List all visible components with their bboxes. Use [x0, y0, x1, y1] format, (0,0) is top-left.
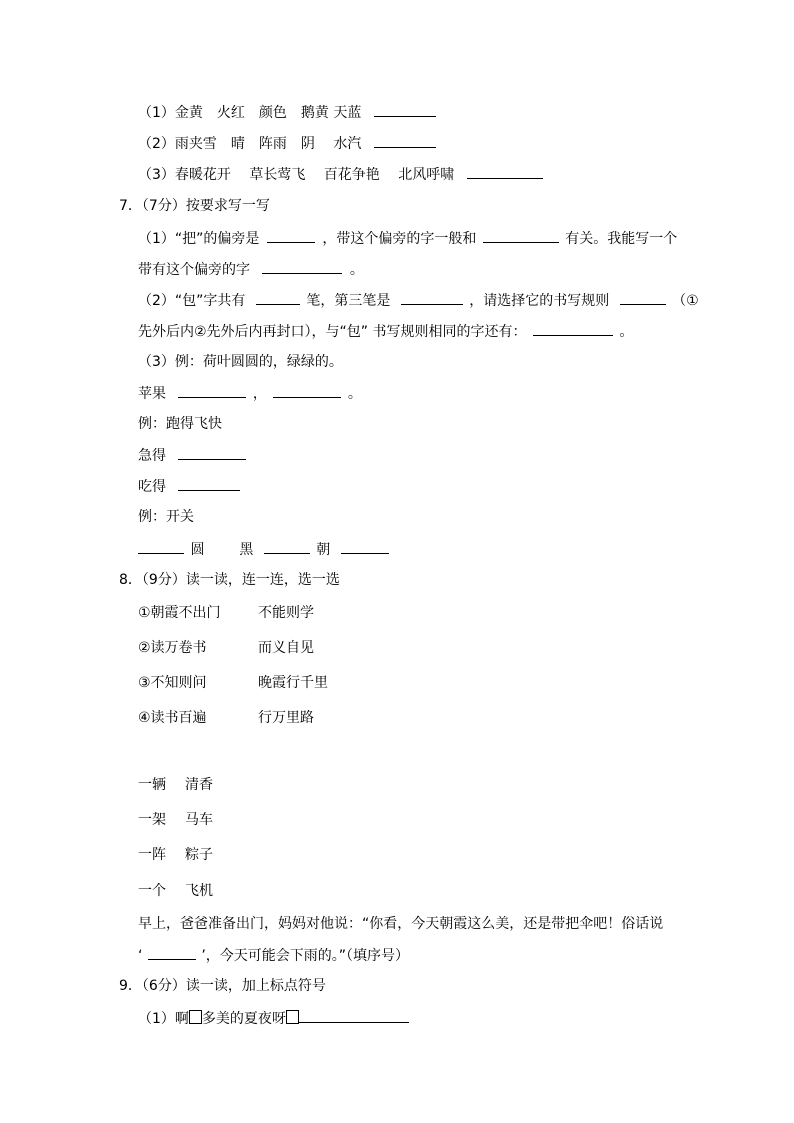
- q8-right-2[interactable]: 而义自见: [258, 640, 314, 656]
- q6-line-1-blank[interactable]: [374, 102, 436, 117]
- q7-antonym-blank-2[interactable]: [264, 539, 310, 554]
- q8-story-line-1: 早上，爸爸准备出门，妈妈对他说：“你看，今天朝霞这么美，还是带把伞吧！俗话说: [138, 916, 664, 932]
- q6-line-2-blank[interactable]: [374, 133, 436, 148]
- q7-example-2: 例：跑得飞快: [138, 416, 222, 432]
- q8-title: 8．（9分）读一读，连一连，选一选: [119, 572, 340, 588]
- q7-antonym-yuan: 圆: [190, 542, 205, 558]
- q7-p1-text-c: 有关。我能写一个: [565, 231, 678, 247]
- q7-antonym-chao: 朝: [316, 542, 331, 558]
- q6-line-3-text: （3）春暖花开 草长莺飞 百花争艳 北风呼啸: [138, 167, 455, 183]
- q7-chide-blank[interactable]: [178, 476, 240, 491]
- q8-story-text: ’，今天可能会下雨的。”（填序号）: [201, 948, 410, 964]
- q7-part2-line1: [138, 290, 699, 311]
- q8-measure-right-2[interactable]: 马车: [185, 812, 213, 828]
- q7-jide-line: [138, 445, 246, 466]
- q7-p2-text-e: 先外后内②先外后内再封口），与“包” 书写规则相同的字还有：: [138, 324, 527, 340]
- q7-apple-line: [138, 383, 362, 404]
- q6-line-3-blank[interactable]: [467, 164, 543, 179]
- q7-p1-text-b: ，带这个偏旁的字一般和: [322, 231, 477, 247]
- q7-p1-text-a: （1）“把”的偏旁是: [138, 231, 260, 247]
- q7-apple-blank-1[interactable]: [178, 383, 246, 398]
- q7-antonym-blank-3[interactable]: [341, 539, 389, 554]
- q6-line-1: [138, 102, 436, 123]
- q7-p2-blank-strokes[interactable]: [256, 290, 300, 305]
- q7-p2-text-f: 。: [619, 324, 634, 340]
- q7-p2-text-b: 笔，第三笔是: [306, 293, 391, 309]
- q8-story-blank[interactable]: [148, 945, 196, 960]
- q7-apple-label: 苹果: [138, 386, 166, 402]
- q7-chide-label: 吃得: [138, 479, 166, 495]
- q7-jide-blank[interactable]: [178, 445, 246, 460]
- q7-chide-line: [138, 476, 240, 497]
- q8-left-4[interactable]: ④读书百遍: [138, 710, 207, 726]
- q9-title: 9．（6分）读一读，加上标点符号: [119, 978, 326, 994]
- q7-p2-blank-same-rule[interactable]: [533, 321, 613, 336]
- q7-jide-label: 急得: [138, 448, 166, 464]
- q6-line-3: [138, 164, 543, 185]
- q8-right-4[interactable]: 行万里路: [258, 710, 314, 726]
- q6-line-2-text: （2）雨夹雪 晴 阵雨 阴 水汽: [138, 136, 362, 152]
- q7-antonym-hei: 黑: [239, 542, 254, 558]
- q7-p1-blank-related[interactable]: [483, 228, 559, 243]
- q7-part3-example: （3）例：荷叶圆圆的，绿绿的。: [138, 354, 343, 370]
- q7-p2-text-d: （①: [672, 293, 699, 309]
- q7-part2-line2: [138, 321, 633, 342]
- q8-left-1[interactable]: ①朝霞不出门: [138, 605, 221, 621]
- q7-title: 7．（7分）按要求写一写: [119, 198, 270, 214]
- q8-measure-left-4[interactable]: 一个: [138, 883, 166, 899]
- q8-measure-left-3[interactable]: 一阵: [138, 847, 166, 863]
- q7-p1-blank-char[interactable]: [262, 259, 342, 274]
- q7-part1-line1: [138, 228, 677, 249]
- q9-punct-box-2[interactable]: [286, 1010, 299, 1024]
- q7-apple-period: 。: [347, 386, 362, 402]
- q8-right-3[interactable]: 晚霞行千里: [258, 675, 328, 691]
- q8-measure-right-4[interactable]: 飞机: [185, 883, 213, 899]
- q7-antonym-blank-1[interactable]: [138, 539, 184, 554]
- q6-line-1-text: （1）金黄 火红 颜色 鹅黄 天蓝: [138, 105, 362, 121]
- q8-right-1[interactable]: 不能则学: [258, 605, 314, 621]
- q8-story-line-2: [138, 945, 409, 966]
- q7-apple-blank-2[interactable]: [273, 383, 341, 398]
- q9-line-1-text-a: （1）啊: [138, 1011, 189, 1027]
- q7-p2-text-a: （2）“包”字共有: [138, 293, 246, 309]
- q7-part1-line2: [138, 259, 364, 280]
- q8-measure-left-1[interactable]: 一辆: [138, 777, 166, 793]
- q8-left-3[interactable]: ③不知则问: [138, 675, 207, 691]
- q9-line-1: [138, 1008, 409, 1029]
- q7-p2-text-c: ，请选择它的书写规则: [469, 293, 610, 309]
- q7-example-3: 例：开关: [138, 509, 194, 525]
- q7-apple-comma: ，: [252, 386, 267, 402]
- q9-line-1-blank[interactable]: [299, 1008, 409, 1023]
- q7-antonym-line: [138, 539, 389, 560]
- q6-line-2: [138, 133, 436, 154]
- q7-p1-blank-radical[interactable]: [267, 228, 315, 243]
- q9-punct-box-1[interactable]: [189, 1010, 202, 1024]
- q7-p2-blank-rule[interactable]: [620, 290, 666, 305]
- q8-measure-right-3[interactable]: 粽子: [185, 847, 213, 863]
- q7-p1-text-e: 。: [349, 262, 364, 278]
- q7-p1-text-d: 带有这个偏旁的字: [138, 262, 250, 278]
- q8-left-2[interactable]: ②读万卷书: [138, 640, 207, 656]
- q8-measure-right-1[interactable]: 清香: [185, 777, 213, 793]
- q8-story-quote-open: ‘: [138, 948, 143, 964]
- q9-line-1-text-b: 多美的夏夜呀: [201, 1011, 286, 1027]
- q7-p2-blank-third-stroke[interactable]: [401, 290, 463, 305]
- q8-measure-left-2[interactable]: 一架: [138, 812, 166, 828]
